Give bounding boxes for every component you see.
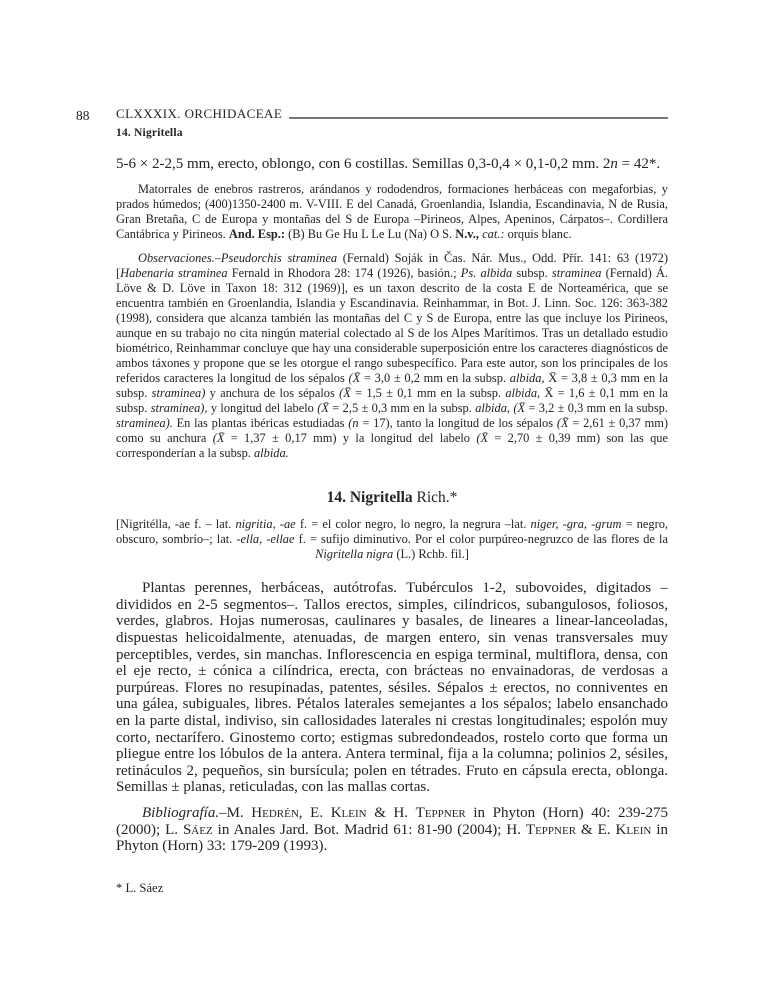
paragraph-bibliografia: Bibliografía.–M. Hedrén, E. Klein & H. Teppner in Phyton (Horn) 40: 239-275 (2000); L. Sáez in Anales Jard. Bot. Madrid 61: 81-90 (2004); H. Teppner & E. Klein in Phyton (Horn) 33: 179-209 (1993). (116, 804, 668, 855)
paragraph-genus-description: Plantas perennes, herbáceas, autótrofas. Tubérculos 1-2, subovoides, digitados –divididos en 2-5 segmentos–. Tallos erectos, simples, cilíndricos, subangulosos, foliosos, verdes, glabros. Hojas numerosas, caulinares y basales, de lineares a linear-lanceoladas, dispuestas helicoidalmente, atenuadas, de margen entero, sin venas transversales muy perceptibles, verdes, sin manchas. Inflorescencia en espiga terminal, multiflora, densa, con el eje recto, ± cónica a cilíndrica, erecta, con brácteas no envainadoras, de verdosas a purpúreas. Flores no resupinadas, patentes, sésiles. Sépalos ± erectos, no conniventes en una gálea, subiguales, libres. Pétalos laterales semejantes a los sépalos; labelo ensanchado en la parte distal, indiviso, sin callosidades laterales ni crestas longitudinales; espolón muy corto, nectarífero. Ginostemo corto; estigmas subredondeados, rostelo corto que forma un pliegue entre los lóbulos de la antera. Antera terminal, fija a la columna; polinios 2, sésiles, retináculos 2, pequeños, sin bursícula; polen en tétrades. Fruto en cápsula erecta, oblonga. Semillas ± planas, reticuladas, con las mallas cortas. (116, 580, 668, 796)
header-rule (289, 117, 668, 119)
running-subheader: 14. Nigritella (116, 127, 183, 139)
text-column (116, 106, 668, 896)
paragraph-habitat-distribution: Matorrales de enebros rastreros, arándanos y rododendros, formaciones herbáceas con megaforbias, y prados húmedos; (400)1350-2400 m. V-VIII. E del Canadá, Groenlandia, Islandia, Escandinavia, N de Rusia, Gran Bretaña, C de Europa y montañas del S de Europa –Pirineos, Alpes, Apeninos, Cárpatos–. Cordillera Cantábrica y Pirineos. And. Esp.: (B) Bu Ge Hu L Le Lu (Na) O S. N.v., cat.: orquis blanc. (116, 181, 668, 241)
running-header-title: CLXXXIX. ORCHIDACEAE (116, 106, 283, 121)
paragraph-etymology: [Nigritélla, -ae f. – lat. nigritia, -ae f. = el color negro, lo negro, la negrura –lat. niger, -gra, -grum = negro, obscuro, sombrío–; lat. -ella, -ellae f. = sufijo diminutivo. Por el color purpúreo-negruzco de las flores de la Nigritella nigra (L.) Rchb. fil.] (116, 517, 669, 562)
running-header (116, 106, 668, 122)
footnote-author: * L. Sáez (116, 880, 164, 895)
paragraph-seed-description: 5-6 × 2-2,5 mm, erecto, oblongo, con 6 costillas. Semillas 0,3-0,4 × 0,1-0,2 mm. 2n = 42*. (116, 156, 661, 172)
genus-heading: 14. Nigritella Rich.* (326, 488, 458, 506)
paragraph-observaciones: Observaciones.–Pseudorchis straminea (Fernald) Soják in Čas. Nár. Mus., Odd. Přír. 141: 63 (1972) [Habenaria straminea Fernald in Rhodora 28: 174 (1926), basión.; Ps. albida subsp. straminea (Fernald) Á. Löve & D. Löve in Taxon 18: 312 (1969)], es un taxon descrito de la costa E de Norteamérica, que se encuentra también en Groenlandia, Islandia y Escandinavia. Reinhammar, in Bot. J. Linn. Soc. 126: 363-382 (1998), considera que alcanza también las montañas del C y S de Europa, entre las que incluye los Pirineos, aunque en su trabajo no cita ningún material colectado al S de los Alpes Marítimos. Tras un detallado estudio biométrico, Reinhammar concluye que hay una considerable superposición entre los caracteres diagnósticos de ambos táxones y propone que se les otorgue el rango subespecífico. Para este autor, son los principales de los referidos caracteres la longitud de los sépalos (X̄ = 3,0 ± 0,2 mm en la subsp. albida, X̄ = 3,8 ± 0,3 mm en la subsp. straminea) y anchura de los sépalos (X̄ = 1,5 ± 0,1 mm en la subsp. albida, X̄ = 1,6 ± 0,1 mm en la subsp. straminea), y longitud del labelo (X̄ = 2,5 ± 0,3 mm en la subsp. albida, (X̄ = 3,2 ± 0,3 mm en la subsp. straminea). En las plantas ibéricas estudiadas (n = 17), tanto la longitud de los sépalos (X̄ = 2,61 ± 0,37 mm) como su anchura (X̄ = 1,37 ± 0,17 mm) y la longitud del labelo (X̄ = 2,70 ± 0,39 mm) son las que corresponderían a la subsp. albida. (116, 250, 669, 460)
page-number: 88 (76, 108, 90, 123)
